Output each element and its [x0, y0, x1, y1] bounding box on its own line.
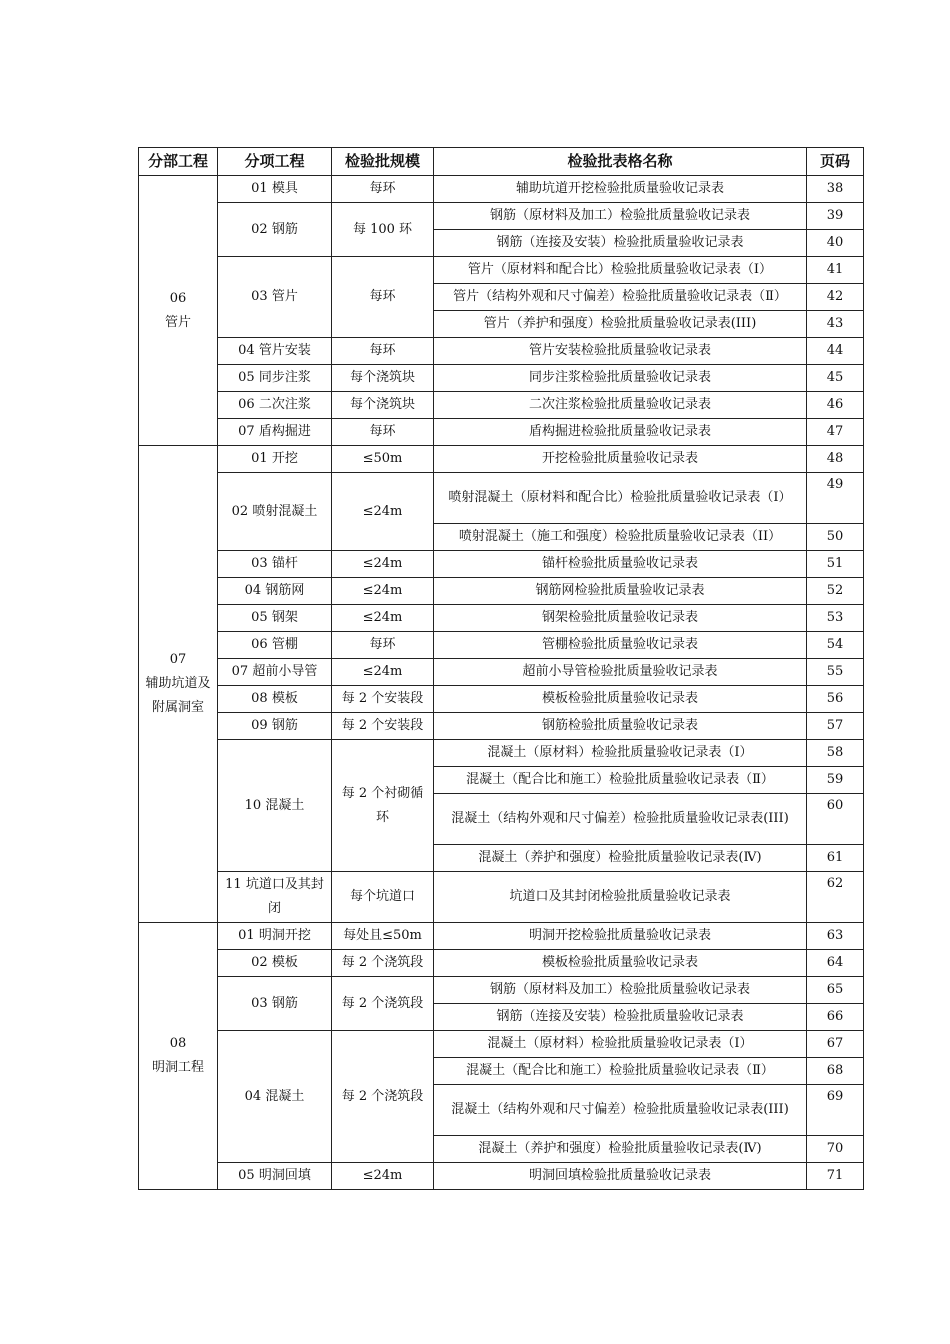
lot-scale-cell	[332, 923, 434, 950]
lot-scale-cell	[332, 713, 434, 740]
subitem-line: 04 管片安装	[238, 343, 311, 358]
form-name-cell: 同步注浆检验批质量验收记录表	[434, 365, 807, 392]
subitem-cell	[218, 713, 332, 740]
form-name-cell: 混凝土（配合比和施工）检验批质量验收记录表（Ⅱ）	[434, 1058, 807, 1085]
subitem-line: 09 钢筋	[251, 718, 298, 733]
lot-scale-cell	[332, 1163, 434, 1190]
lot-scale-line: 每环	[369, 289, 396, 304]
subitem-cell	[218, 338, 332, 365]
lot-scale-line: ≤24m	[362, 583, 403, 598]
table-row	[139, 1163, 864, 1190]
page-number-cell: 70	[807, 1136, 864, 1163]
lot-scale-line: 环	[375, 809, 389, 825]
lot-scale-cell	[332, 203, 434, 257]
table-row	[139, 473, 864, 524]
page-number-cell: 63	[807, 923, 864, 950]
table-row	[139, 338, 864, 365]
form-name-cell: 喷射混凝土（原材料和配合比）检验批质量验收记录表（Ⅰ）	[434, 473, 807, 524]
table-row	[139, 950, 864, 977]
subitem-cell	[218, 446, 332, 473]
subitem-cell	[218, 1163, 332, 1190]
lot-scale-line: 每处且≤50m	[343, 928, 422, 943]
form-name-cell: 混凝土（原材料）检验批质量验收记录表（Ⅰ）	[434, 1031, 807, 1058]
lot-scale-line: 每 100 环	[352, 221, 413, 237]
header-row	[139, 148, 864, 176]
form-name-cell: 钢架检验批质量验收记录表	[434, 605, 807, 632]
lot-scale-line: ≤24m	[362, 556, 403, 571]
lot-scale-cell	[332, 551, 434, 578]
division-cell	[139, 446, 218, 923]
table-row	[139, 257, 864, 284]
page-number-cell: 42	[807, 284, 864, 311]
lot-scale-cell	[332, 446, 434, 473]
form-name-cell: 钢筋（连接及安装）检验批质量验收记录表	[434, 230, 807, 257]
division-line: 辅助坑道及	[145, 676, 211, 691]
lot-scale-cell	[332, 419, 434, 446]
division-line: 06	[169, 290, 187, 306]
lot-scale-cell	[332, 338, 434, 365]
page-number-cell: 40	[807, 230, 864, 257]
form-name-cell: 二次注浆检验批质量验收记录表	[434, 392, 807, 419]
page-number-cell: 41	[807, 257, 864, 284]
form-name-cell: 钢筋（原材料及加工）检验批质量验收记录表	[434, 977, 807, 1004]
page-number-cell: 67	[807, 1031, 864, 1058]
form-name-cell: 盾构掘进检验批质量验收记录表	[434, 419, 807, 446]
subitem-line: 闭	[267, 901, 281, 916]
subitem-cell	[218, 578, 332, 605]
header-subitem: 分项工程	[218, 148, 332, 176]
page-number-cell: 61	[807, 845, 864, 872]
page-number-cell: 60	[807, 794, 864, 845]
lot-scale-line: ≤24m	[362, 610, 403, 625]
lot-scale-cell	[332, 1031, 434, 1163]
subitem-cell	[218, 1031, 332, 1163]
header-form-name: 检验批表格名称	[434, 148, 807, 176]
lot-scale-line: 每 2 个安装段	[341, 691, 424, 706]
lot-scale-line: ≤24m	[362, 664, 403, 679]
form-name-cell: 开挖检验批质量验收记录表	[434, 446, 807, 473]
subitem-cell	[218, 740, 332, 872]
table-row	[139, 686, 864, 713]
subitem-line: 06 二次注浆	[238, 397, 311, 412]
subitem-line: 01 开挖	[251, 451, 298, 466]
page-number-cell: 52	[807, 578, 864, 605]
table-row	[139, 578, 864, 605]
lot-scale-line: ≤50m	[362, 451, 403, 466]
page-number-cell: 43	[807, 311, 864, 338]
lot-scale-line: 每 2 个浇筑段	[341, 995, 424, 1011]
table-row	[139, 872, 864, 923]
lot-scale-cell	[332, 977, 434, 1031]
table-row	[139, 713, 864, 740]
table-row	[139, 446, 864, 473]
subitem-line: 05 同步注浆	[238, 370, 311, 385]
lot-scale-line: 每个浇筑块	[349, 370, 415, 385]
form-name-cell: 钢筋（原材料及加工）检验批质量验收记录表	[434, 203, 807, 230]
lot-scale-line: ≤24m	[362, 1168, 403, 1183]
lot-scale-cell	[332, 473, 434, 551]
form-name-cell: 锚杆检验批质量验收记录表	[434, 551, 807, 578]
division-cell	[139, 923, 218, 1190]
inspection-lot-index-table	[138, 147, 864, 1190]
lot-scale-line: 每 2 个浇筑段	[341, 1088, 424, 1104]
page-number-cell: 68	[807, 1058, 864, 1085]
lot-scale-cell	[332, 686, 434, 713]
page-number-cell: 58	[807, 740, 864, 767]
division-line: 附属洞室	[151, 700, 204, 715]
form-name-cell: 钢筋网检验批质量验收记录表	[434, 578, 807, 605]
subitem-cell	[218, 977, 332, 1031]
subitem-line: 05 钢架	[251, 610, 298, 625]
division-line: 07	[169, 652, 187, 667]
page-number-cell: 66	[807, 1004, 864, 1031]
form-name-cell: 管片（结构外观和尺寸偏差）检验批质量验收记录表（Ⅱ）	[434, 284, 807, 311]
subitem-cell	[218, 203, 332, 257]
subitem-cell	[218, 551, 332, 578]
lot-scale-cell	[332, 392, 434, 419]
division-line: 08	[169, 1036, 187, 1051]
page-number-cell: 57	[807, 713, 864, 740]
form-name-cell: 混凝土（配合比和施工）检验批质量验收记录表（Ⅱ）	[434, 767, 807, 794]
lot-scale-cell	[332, 632, 434, 659]
form-name-cell: 明洞开挖检验批质量验收记录表	[434, 923, 807, 950]
page-number-cell: 53	[807, 605, 864, 632]
subitem-cell	[218, 473, 332, 551]
form-name-cell: 钢筋（连接及安装）检验批质量验收记录表	[434, 1004, 807, 1031]
subitem-line: 01 模具	[251, 181, 298, 196]
form-name-cell: 混凝土（结构外观和尺寸偏差）检验批质量验收记录表(III)	[434, 794, 807, 845]
page-number-cell: 38	[807, 176, 864, 203]
subitem-cell	[218, 365, 332, 392]
lot-scale-line: 每环	[369, 181, 396, 196]
subitem-cell	[218, 392, 332, 419]
form-name-cell: 混凝土（养护和强度）检验批质量验收记录表(Ⅳ)	[434, 845, 807, 872]
subitem-cell	[218, 176, 332, 203]
page-number-cell: 50	[807, 524, 864, 551]
table-row	[139, 605, 864, 632]
page-number-cell: 69	[807, 1085, 864, 1136]
page-number-cell: 46	[807, 392, 864, 419]
table-row	[139, 632, 864, 659]
table-row	[139, 176, 864, 203]
subitem-cell	[218, 872, 332, 923]
lot-scale-cell	[332, 365, 434, 392]
subitem-cell	[218, 659, 332, 686]
subitem-line: 10 混凝土	[244, 797, 305, 813]
subitem-line: 07 盾构掘进	[238, 424, 311, 439]
page-number-cell: 71	[807, 1163, 864, 1190]
lot-scale-cell	[332, 605, 434, 632]
subitem-cell	[218, 632, 332, 659]
form-name-cell: 超前小导管检验批质量验收记录表	[434, 659, 807, 686]
page-number-cell: 48	[807, 446, 864, 473]
subitem-line: 01 明洞开挖	[238, 928, 311, 943]
subitem-line: 05 明洞回填	[238, 1168, 311, 1183]
lot-scale-line: 每 2 个衬砌循	[341, 785, 424, 801]
subitem-cell	[218, 923, 332, 950]
subitem-line: 04 钢筋网	[244, 583, 305, 598]
page-number-cell: 39	[807, 203, 864, 230]
table-row	[139, 203, 864, 230]
table-row	[139, 659, 864, 686]
form-name-cell: 辅助坑道开挖检验批质量验收记录表	[434, 176, 807, 203]
form-name-cell: 钢筋检验批质量验收记录表	[434, 713, 807, 740]
subitem-cell	[218, 605, 332, 632]
page-number-cell: 59	[807, 767, 864, 794]
form-name-cell: 混凝土（结构外观和尺寸偏差）检验批质量验收记录表(III)	[434, 1085, 807, 1136]
lot-scale-line: 每个浇筑块	[349, 397, 415, 412]
form-name-cell: 管片（原材料和配合比）检验批质量验收记录表（Ⅰ）	[434, 257, 807, 284]
subitem-line: 03 锚杆	[251, 556, 298, 571]
form-name-cell: 管片（养护和强度）检验批质量验收记录表(III)	[434, 311, 807, 338]
lot-scale-line: 每 2 个浇筑段	[341, 955, 424, 970]
header-lot-scale: 检验批规模	[332, 148, 434, 176]
subitem-line: 02 模板	[251, 955, 298, 970]
table-row	[139, 365, 864, 392]
subitem-cell	[218, 950, 332, 977]
header-page-number: 页码	[807, 148, 864, 176]
page-number-cell: 45	[807, 365, 864, 392]
lot-scale-line: 每个坑道口	[349, 889, 415, 904]
page-number-cell: 65	[807, 977, 864, 1004]
subitem-cell	[218, 419, 332, 446]
table-row	[139, 740, 864, 767]
subitem-line: 11 坑道口及其封	[225, 877, 324, 892]
lot-scale-cell	[332, 578, 434, 605]
lot-scale-cell	[332, 872, 434, 923]
subitem-line: 08 模板	[251, 691, 298, 706]
page-number-cell: 51	[807, 551, 864, 578]
subitem-line: 02 钢筋	[251, 221, 298, 237]
form-name-cell: 明洞回填检验批质量验收记录表	[434, 1163, 807, 1190]
subitem-line: 03 钢筋	[251, 995, 298, 1011]
table-row	[139, 419, 864, 446]
form-name-cell: 坑道口及其封闭检验批质量验收记录表	[434, 872, 807, 923]
page-number-cell: 47	[807, 419, 864, 446]
form-name-cell: 管棚检验批质量验收记录表	[434, 632, 807, 659]
subitem-line: 02 喷射混凝土	[231, 503, 318, 519]
lot-scale-cell	[332, 257, 434, 338]
header-division: 分部工程	[139, 148, 218, 176]
subitem-cell	[218, 686, 332, 713]
lot-scale-cell	[332, 176, 434, 203]
form-name-cell: 混凝土（原材料）检验批质量验收记录表（Ⅰ）	[434, 740, 807, 767]
subitem-line: 06 管棚	[251, 637, 298, 652]
page-number-cell: 64	[807, 950, 864, 977]
division-line: 明洞工程	[151, 1060, 204, 1075]
lot-scale-line: 每环	[369, 424, 396, 439]
lot-scale-line: 每环	[369, 343, 396, 358]
form-name-cell: 混凝土（养护和强度）检验批质量验收记录表(Ⅳ)	[434, 1136, 807, 1163]
table-row	[139, 392, 864, 419]
page-number-cell: 62	[807, 872, 864, 923]
subitem-cell	[218, 257, 332, 338]
form-name-cell: 喷射混凝土（施工和强度）检验批质量验收记录表（ⅠⅠ）	[434, 524, 807, 551]
page-number-cell: 55	[807, 659, 864, 686]
lot-scale-cell	[332, 659, 434, 686]
subitem-line: 03 管片	[251, 289, 298, 304]
subitem-line: 07 超前小导管	[231, 664, 318, 679]
lot-scale-line: 每环	[369, 637, 396, 652]
division-line: 管片	[164, 314, 191, 330]
table-row	[139, 1031, 864, 1058]
table-body	[139, 176, 864, 1190]
form-name-cell: 管片安装检验批质量验收记录表	[434, 338, 807, 365]
table-row	[139, 977, 864, 1004]
form-name-cell: 模板检验批质量验收记录表	[434, 950, 807, 977]
page-number-cell: 44	[807, 338, 864, 365]
page-number-cell: 54	[807, 632, 864, 659]
table-row	[139, 923, 864, 950]
lot-scale-cell	[332, 740, 434, 872]
table-row	[139, 551, 864, 578]
lot-scale-cell	[332, 950, 434, 977]
page-number-cell: 49	[807, 473, 864, 524]
lot-scale-line: ≤24m	[362, 503, 403, 519]
subitem-line: 04 混凝土	[244, 1088, 305, 1104]
form-name-cell: 模板检验批质量验收记录表	[434, 686, 807, 713]
lot-scale-line: 每 2 个安装段	[341, 718, 424, 733]
division-cell	[139, 176, 218, 446]
page-number-cell: 56	[807, 686, 864, 713]
